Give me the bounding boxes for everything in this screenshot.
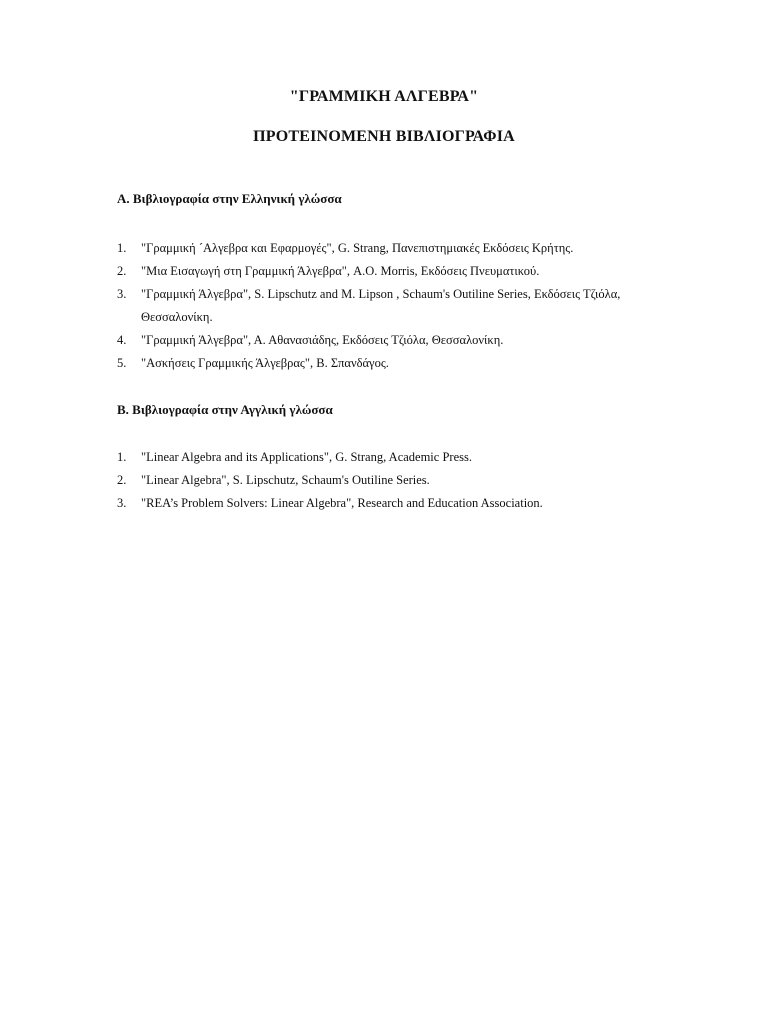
list-item <box>117 329 647 352</box>
list-item-text: "Linear Algebra", S. Lipschutz, Schaum's Outiline Series. <box>141 473 430 487</box>
section-heading-greek: Α. Βιβλιογραφία στην Ελληνική γλώσσα <box>117 191 342 206</box>
document-title: "ΓΡΑΜΜΙΚΗ ΑΛΓΕΒΡΑ" <box>289 88 479 105</box>
list-item-number: 3. <box>117 496 127 510</box>
list-item <box>117 492 647 515</box>
list-item-text: "Ασκήσεις Γραμμικής Άλγεβρας", Β. Σπανδάγος. <box>141 356 389 370</box>
list-item-number: 3. <box>117 287 127 301</box>
list-item-number: 1. <box>117 450 127 464</box>
greek-bibliography-list <box>117 237 647 375</box>
list-item-number: 1. <box>117 241 127 255</box>
list-item-number: 2. <box>117 473 127 487</box>
list-item-text: "Γραμμική ´Αλγεβρα και Εφαρμογές", G. Strang, Πανεπιστημιακές Εκδόσεις Κρήτης. <box>141 241 574 255</box>
list-item-number: 2. <box>117 264 127 278</box>
list-item-text: "Linear Algebra and its Applications", G. Strang, Academic Press. <box>141 450 472 464</box>
english-bibliography-list <box>117 446 647 515</box>
list-item-text: "REA’s Problem Solvers: Linear Algebra", Research and Education Association. <box>141 496 543 510</box>
section-heading-english: Β. Βιβλιογραφία στην Αγγλική γλώσσα <box>117 402 333 417</box>
list-item <box>117 260 647 283</box>
list-item <box>117 237 647 260</box>
list-item-text: "Γραμμική Άλγεβρα", Α. Αθανασιάδης, Εκδόσεις Τζιόλα, Θεσσαλονίκη. <box>141 333 504 347</box>
list-item <box>117 446 647 469</box>
document-subtitle: ΠΡΟΤΕΙΝΟΜΕΝΗ ΒΙΒΛΙΟΓΡΑΦΙΑ <box>253 128 515 145</box>
list-item-text: "Μια Εισαγωγή στη Γραμμική Άλγεβρα", A.O. Morris, Εκδόσεις Πνευματικού. <box>141 264 540 278</box>
list-item-number: 4. <box>117 333 127 347</box>
list-item <box>117 283 647 329</box>
list-item-text: "Γραμμική Άλγεβρα", S. Lipschutz and M. Lipson , Schaum's Outiline Series, Εκδόσεις Τζιόλα, Θεσσαλονίκη. <box>141 287 621 324</box>
list-item <box>117 352 647 375</box>
list-item <box>117 469 647 492</box>
list-item-number: 5. <box>117 356 127 370</box>
